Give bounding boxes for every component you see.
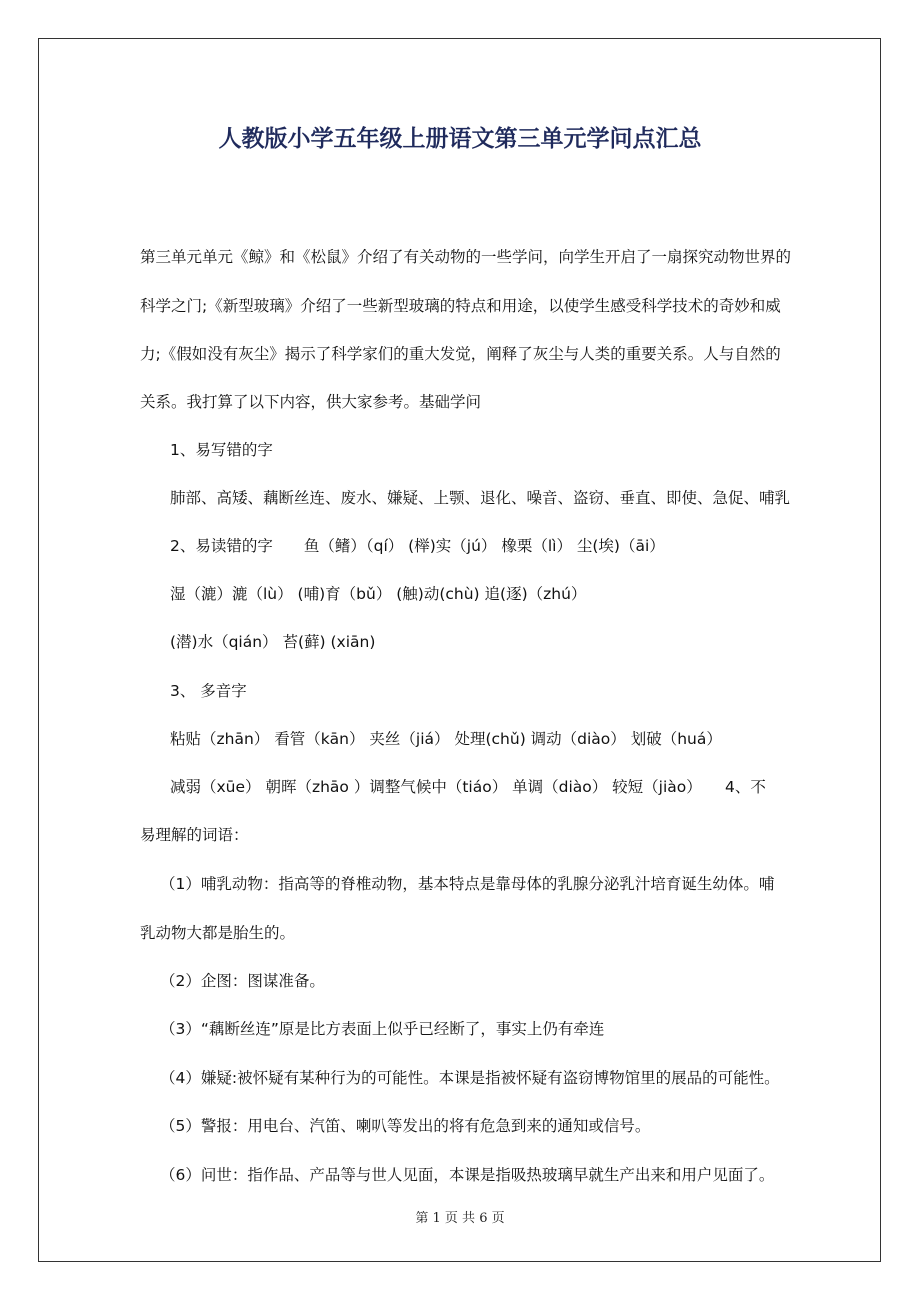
paragraph-line: (潜)水（qián） 苔(藓) (xiān) [170, 633, 376, 651]
definition-line: （6）问世：指作品、产品等与世人见面，本课是指吸热玻璃早就生产出来和用户见面了。 [160, 1166, 775, 1184]
section-heading: 2、易读错的字 鱼（鳍）（qí） (榉)实（jú） 橡栗（lì） 尘(埃)（āi） [170, 537, 665, 555]
definition-line: （4）嫌疑:被怀疑有某种行为的可能性。本课是指被怀疑有盗窃博物馆里的展品的可能性。 [160, 1069, 780, 1087]
paragraph-line: 粘贴（zhān） 看管（kān） 夹丝（jiá） 处理(chǔ) 调动（diào） 划破（huá） [170, 730, 722, 748]
section-heading: 1、易写错的字 [170, 441, 273, 459]
definition-line: （1）哺乳动物：指高等的脊椎动物，基本特点是靠母体的乳腺分泌乳汁培育诞生幼体。哺 [160, 875, 775, 893]
paragraph-line: 力;《假如没有灰尘》揭示了科学家们的重大发觉，阐释了灰尘与人类的重要关系。人与自然的 [140, 345, 781, 363]
paragraph-line: 肺部、高矮、藕断丝连、废水、嫌疑、上颚、退化、噪音、盗窃、垂直、即使、急促、哺乳 [170, 489, 791, 507]
paragraph-line: 第三单元单元《鲸》和《松鼠》介绍了有关动物的一些学问，向学生开启了一扇探究动物世界的 [140, 248, 792, 266]
paragraph-line: 易理解的词语： [140, 826, 249, 844]
definition-line: 乳动物大都是胎生的。 [140, 924, 296, 942]
definition-line: （2）企图：图谋准备。 [160, 972, 325, 990]
paragraph-line: 减弱（xūe） 朝晖（zhāo ）调整气候中（tiáo） 单调（diào） 较短（jiào） 4、不 [170, 778, 766, 796]
definition-line: （5）警报：用电台、汽笛、喇叭等发出的将有危急到来的通知或信号。 [160, 1117, 651, 1135]
definition-line: （3）“藕断丝连”原是比方表面上似乎已经断了，事实上仍有牵连 [160, 1020, 605, 1038]
page-number: 第 1 页 共 6 页 [415, 1211, 505, 1226]
paragraph-line: 湿（漉）漉（lù） (哺)育（bǔ） (触)动(chù) 追(逐)（zhú） [170, 585, 587, 603]
paragraph-line: 科学之门;《新型玻璃》介绍了一些新型玻璃的特点和用途，以使学生感受科学技术的奇妙和威 [140, 297, 781, 315]
section-heading: 3、 多音字 [170, 682, 247, 700]
paragraph-line: 关系。我打算了以下内容，供大家参考。基础学问 [140, 393, 482, 411]
page-title: 人教版小学五年级上册语文第三单元学问点汇总 [218, 126, 702, 152]
